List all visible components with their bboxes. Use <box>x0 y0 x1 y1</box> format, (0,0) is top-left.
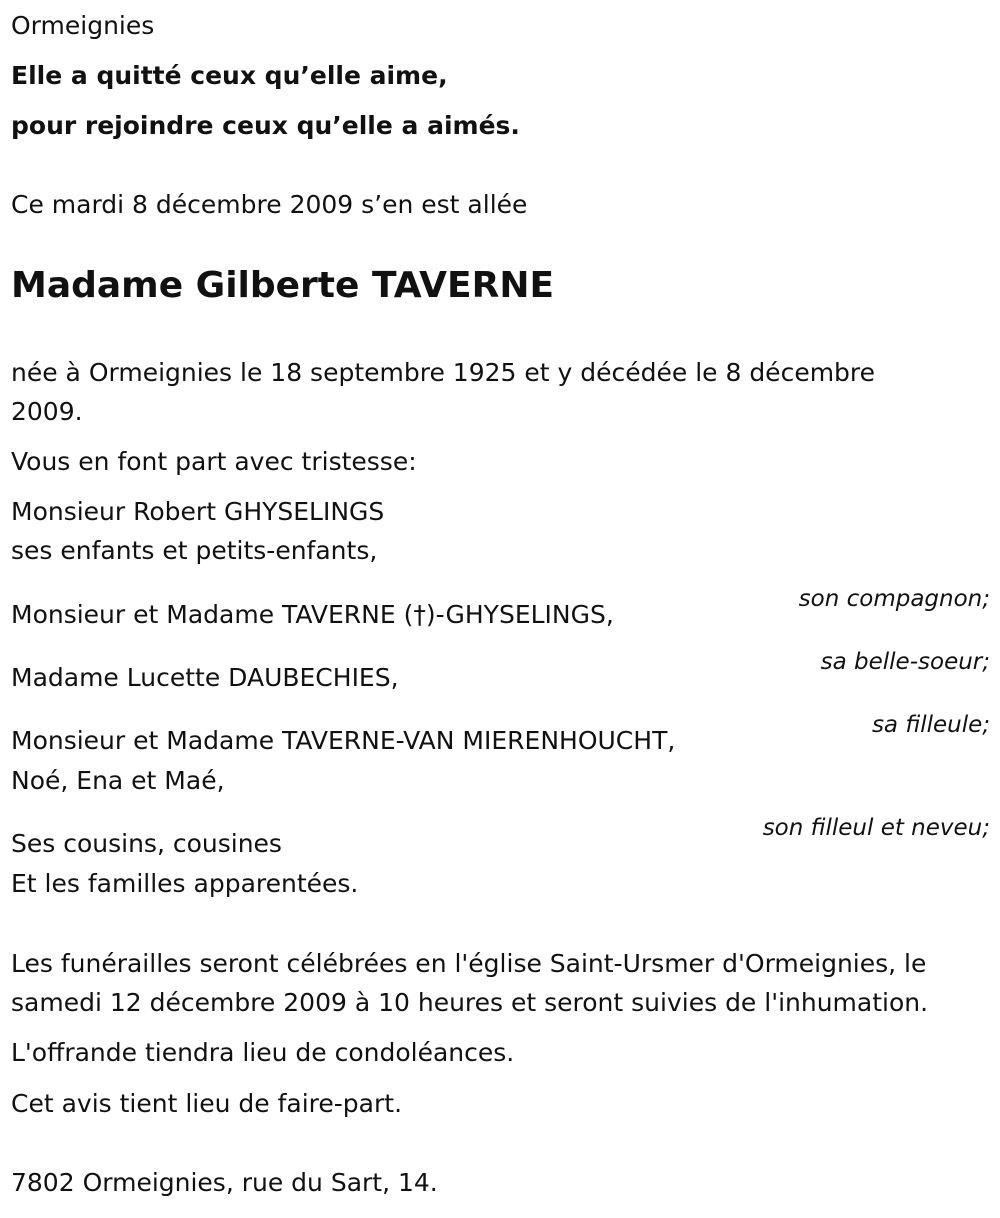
funeral-line-2: samedi 12 décembre 2009 à 10 heures et seront suivies de l'inhumation. <box>11 988 929 1017</box>
quote-line-1: Elle a quitté ceux qu’elle aime, <box>11 61 448 90</box>
relatives-line-2: Et les familles apparentées. <box>11 869 359 898</box>
family-role: son compagnon; <box>798 586 990 612</box>
deceased-name: Madame Gilberte TAVERNE <box>11 265 555 306</box>
relatives-line-1: Ses cousins, cousines <box>11 829 282 858</box>
funeral-line-1: Les funérailles seront célébrées en l'église Saint-Ursmer d'Ormeignies, le <box>11 949 927 978</box>
birth-death-line-2: 2009. <box>11 397 83 426</box>
family-role: sa filleule; <box>871 712 990 738</box>
family-member-detail: Noé, Ena et Maé, <box>11 766 225 795</box>
quote-line-2: pour rejoindre ceux qu’elle a aimés. <box>11 111 520 140</box>
family-member-name: Monsieur Robert GHYSELINGS <box>11 497 385 526</box>
family-role: sa belle-soeur; <box>820 649 990 675</box>
intro-text: Ce mardi 8 décembre 2009 s’en est allée <box>11 190 528 219</box>
family-member-name: Madame Lucette DAUBECHIES, <box>11 663 399 692</box>
family-member-name: Monsieur et Madame TAVERNE-VAN MIERENHOUCHT, <box>11 726 676 755</box>
announcement-text: Vous en font part avec tristesse: <box>11 447 417 476</box>
family-member-detail: ses enfants et petits-enfants, <box>11 536 378 565</box>
notice-text: Cet avis tient lieu de faire-part. <box>11 1089 403 1118</box>
family-role: son filleul et neveu; <box>762 815 990 841</box>
offering-text: L'offrande tiendra lieu de condoléances. <box>11 1038 515 1067</box>
family-member-name: Monsieur et Madame TAVERNE (†)-GHYSELINGS, <box>11 600 614 629</box>
address-text: 7802 Ormeignies, rue du Sart, 14. <box>11 1168 438 1197</box>
birth-death-line-1: née à Ormeignies le 18 septembre 1925 et y décédée le 8 décembre <box>11 358 876 387</box>
place-header: Ormeignies <box>11 11 155 40</box>
